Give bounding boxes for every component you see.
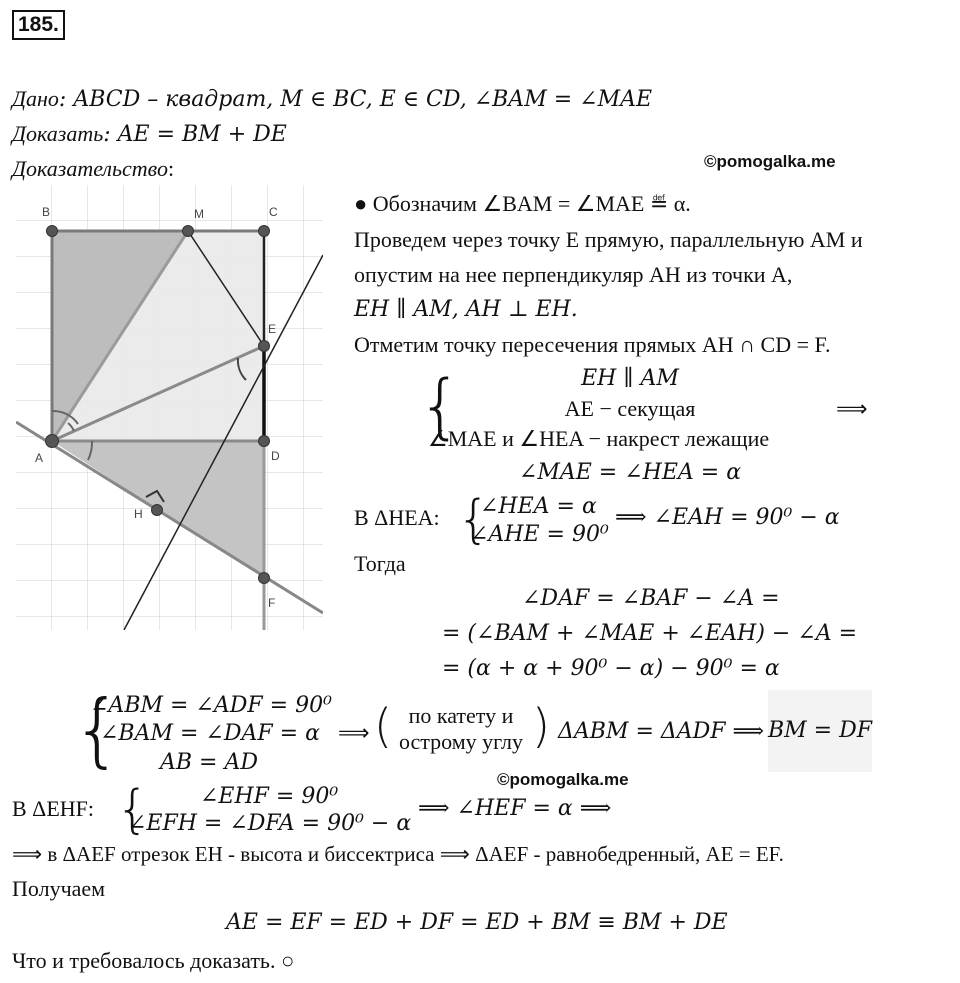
- system1-line-a: EH ∥ AM: [581, 366, 679, 391]
- proof-line-11: = (α + α + 90⁰ − α) − 90⁰ = α: [442, 656, 780, 681]
- proof-line-13-pre: В ΔEHF:: [12, 796, 94, 821]
- point-c: [259, 226, 270, 237]
- prove-line: [12, 121, 287, 147]
- proof-line-1: ● Обозначим ∠BAM = ∠MAE ≝ α.: [354, 191, 691, 216]
- proof-line-7-post: ⟹ ∠EAH = 90⁰ − α: [615, 505, 840, 530]
- proof-line-2: Проведем через точку E прямую, параллельную AM и: [354, 227, 863, 252]
- proof-line-12: ΔABM = ΔADF ⟹: [558, 719, 765, 744]
- point-f: [259, 573, 270, 584]
- proof-line-8: Тогда: [354, 551, 406, 576]
- label-h: H: [134, 507, 143, 521]
- system1-line-c: ∠MAE и ∠HEA − накрест лежащие: [428, 426, 770, 451]
- proof-line-9: ∠DAF = ∠BAF − ∠A =: [522, 586, 780, 611]
- proof-line-7-pre: В ΔHEA:: [354, 505, 440, 530]
- system3-line-a: ∠ABM = ∠ADF = 90⁰: [90, 693, 332, 718]
- criterion-line-2: острому углу: [398, 729, 524, 754]
- point-m: [183, 226, 194, 237]
- system1-implies: ⟹: [836, 396, 868, 421]
- system3-implies: ⟹: [338, 720, 370, 745]
- watermark-top: ©pomogalka.me: [704, 152, 836, 171]
- system4-line-b: ∠EFH = ∠DFA = 90⁰ − α: [128, 811, 412, 836]
- system-brace-4: {: [116, 780, 150, 840]
- system4-line-a: ∠EHF = 90⁰: [200, 784, 339, 809]
- point-e: [259, 341, 270, 352]
- given-label: Дано: [12, 86, 59, 111]
- system-brace-1: {: [418, 365, 463, 447]
- label-b: B: [42, 205, 51, 219]
- proof-label-colon: :: [167, 156, 175, 181]
- proof-line-4: EH ∥ AM, AH ⊥ EH.: [354, 297, 578, 322]
- label-d: D: [271, 449, 280, 463]
- system2-line-a: ∠HEA = α: [480, 494, 597, 519]
- proof-label-line: [12, 156, 174, 182]
- proof-line-13-post: ⟹ ∠HEF = α ⟹: [418, 796, 612, 821]
- paren-close: ): [532, 699, 550, 753]
- prove-label: Доказать: [12, 121, 104, 146]
- proof-line-5: Отметим точку пересечения прямых AH ∩ CD = F.: [354, 332, 831, 357]
- point-d: [259, 436, 270, 447]
- point-h: [152, 505, 163, 516]
- proof-line-10: = (∠BAM + ∠MAE + ∠EAH) − ∠A =: [442, 621, 858, 646]
- system3-line-b: ∠BAM = ∠DAF = α: [100, 721, 320, 746]
- system1-line-b: AE − секущая: [564, 396, 696, 421]
- label-m: M: [194, 207, 204, 221]
- label-a: A: [35, 451, 44, 465]
- problem-number: 185.: [12, 10, 65, 40]
- system-brace-3: {: [72, 683, 123, 776]
- proof-line-16: AE = EF = ED + DF = ED + BM ≡ BM + DE: [226, 910, 728, 935]
- proof-label: Доказательство: [12, 156, 168, 181]
- proof-line-15: Получаем: [12, 876, 106, 901]
- watermark-bottom: ©pomogalka.me: [497, 770, 629, 789]
- given-line: [12, 86, 652, 112]
- paren-open: (: [374, 699, 392, 753]
- geometry-figure: [16, 185, 323, 630]
- system3-line-c: AB = AD: [160, 750, 259, 775]
- system-brace-2: {: [457, 490, 491, 550]
- proof-line-17: Что и требовалось доказать. ○: [12, 948, 295, 973]
- given-text: : ABCD – квадрат, M ∈ BC, E ∈ CD, ∠BAM = ∠MAE: [58, 87, 653, 112]
- proof-line-6: ∠MAE = ∠HEA = α: [518, 460, 742, 485]
- result-bm-df: BM = DF: [768, 690, 872, 772]
- prove-text: : AE = BM + DE: [103, 122, 287, 147]
- label-c: C: [269, 205, 278, 219]
- criterion-line-1: по катету и: [408, 703, 514, 728]
- label-e: E: [268, 322, 277, 336]
- point-b: [47, 226, 58, 237]
- proof-line-14: ⟹ в ΔAEF отрезок EH - высота и биссектриса ⟹ ΔAEF - равнобедренный, AE = EF.: [12, 842, 784, 866]
- system2-line-b: ∠AHE = 90⁰: [470, 522, 609, 547]
- point-a: [46, 435, 59, 448]
- label-f: F: [268, 596, 276, 610]
- proof-line-3: опустим на нее перпендикуляр AH из точки A,: [354, 262, 793, 287]
